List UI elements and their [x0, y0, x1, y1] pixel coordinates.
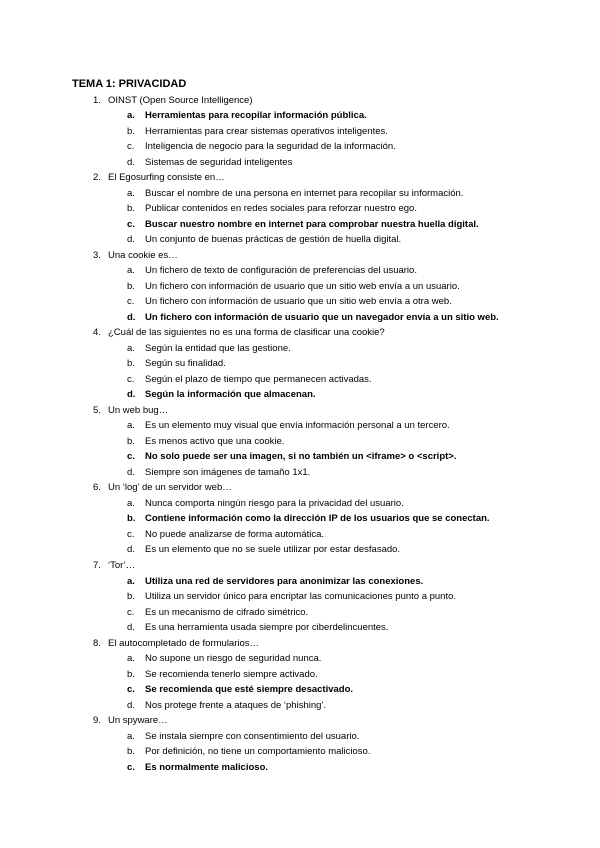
option-letter: d. — [127, 699, 135, 711]
option-text: Un conjunto de buenas prácticas de gestión de huella digital. — [145, 234, 402, 246]
option-item — [0, 449, 600, 465]
option-letter: d. — [127, 622, 135, 634]
option-letter: c. — [127, 528, 135, 540]
option-letter: a. — [127, 342, 135, 354]
question-text: El autocompletado de formularios… — [108, 637, 260, 649]
option-item — [0, 698, 600, 714]
option-item — [0, 465, 600, 481]
question-text: Una cookie es… — [108, 249, 178, 261]
option-item — [0, 589, 600, 605]
question-item — [0, 325, 600, 341]
option-text: No puede analizarse de forma automática. — [145, 528, 325, 540]
question-item — [0, 558, 600, 574]
question-item — [0, 636, 600, 652]
question-item — [0, 248, 600, 264]
option-letter: c. — [127, 451, 135, 463]
option-item — [0, 217, 600, 233]
option-letter: a. — [127, 265, 135, 277]
option-item — [0, 496, 600, 512]
option-text: Se recomienda tenerlo siempre activado. — [145, 668, 318, 680]
option-text: No solo puede ser una imagen, si no también un <iframe> o <script>. — [145, 451, 457, 463]
option-text: Es un mecanismo de cifrado simétrico. — [145, 606, 309, 618]
option-text: Herramientas para crear sistemas operativos inteligentes. — [145, 125, 388, 137]
question-text: ¿Cuál de las siguientes no es una forma de clasificar una cookie? — [108, 327, 385, 339]
question-item — [0, 713, 600, 729]
option-letter: c. — [127, 761, 135, 773]
question-number: 4. — [93, 327, 101, 339]
question-number: 2. — [93, 172, 101, 184]
question-number: 7. — [93, 559, 101, 571]
document-content — [0, 77, 600, 775]
option-item — [0, 667, 600, 683]
option-text: Es una herramienta usada siempre por ciberdelincuentes. — [145, 622, 389, 634]
question-number: 8. — [93, 637, 101, 649]
question-item — [0, 170, 600, 186]
question-item — [0, 480, 600, 496]
option-letter: c. — [127, 606, 135, 618]
option-item — [0, 434, 600, 450]
option-letter: b. — [127, 203, 135, 215]
option-item — [0, 372, 600, 388]
option-text: Herramientas para recopilar información pública. — [145, 110, 367, 122]
question-text: Un ‘log’ de un servidor web… — [108, 482, 232, 494]
option-text: Según el plazo de tiempo que permanecen activadas. — [145, 373, 372, 385]
option-item — [0, 682, 600, 698]
option-letter: a. — [127, 653, 135, 665]
option-letter: a. — [127, 420, 135, 432]
option-letter: a. — [127, 575, 135, 587]
option-text: Se recomienda que esté siempre desactivado. — [145, 684, 354, 696]
option-text: Según la entidad que las gestione. — [145, 342, 291, 354]
option-text: Es menos activo que una cookie. — [145, 435, 285, 447]
option-item — [0, 263, 600, 279]
option-item — [0, 341, 600, 357]
option-letter: a. — [127, 730, 135, 742]
option-letter: c. — [127, 684, 135, 696]
option-text: Utiliza un servidor único para encriptar las comunicaciones punto a punto. — [145, 591, 457, 603]
option-letter: b. — [127, 280, 135, 292]
option-text: Utiliza una red de servidores para anonimizar las conexiones. — [145, 575, 424, 587]
option-item — [0, 232, 600, 248]
option-item — [0, 356, 600, 372]
option-item — [0, 620, 600, 636]
option-letter: d. — [127, 389, 136, 401]
page-title-line — [0, 77, 600, 93]
question-text: El Egosurfing consiste en… — [108, 172, 225, 184]
option-text: Un fichero de texto de configuración de preferencias del usuario. — [145, 265, 417, 277]
option-text: Un fichero con información de usuario que un sitio web envía a otra web. — [145, 296, 452, 308]
option-item — [0, 574, 600, 590]
question-item — [0, 403, 600, 419]
question-text: Un spyware… — [108, 715, 168, 727]
option-text: Es un elemento muy visual que envía información personal a un tercero. — [145, 420, 450, 432]
question-item — [0, 93, 600, 109]
question-number: 1. — [93, 94, 101, 106]
option-letter: d. — [127, 234, 135, 246]
option-item — [0, 155, 600, 171]
option-text: Por definición, no tiene un comportamiento malicioso. — [145, 746, 371, 758]
option-item — [0, 124, 600, 140]
option-text: Es normalmente malicioso. — [145, 761, 269, 773]
option-item — [0, 729, 600, 745]
option-item — [0, 310, 600, 326]
option-item — [0, 605, 600, 621]
option-text: Nunca comporta ningún riesgo para la privacidad del usuario. — [145, 497, 404, 509]
option-letter: d. — [127, 156, 135, 168]
page-title: TEMA 1: PRIVACIDAD — [72, 78, 187, 90]
option-letter: d. — [127, 544, 135, 556]
option-text: Inteligencia de negocio para la seguridad de la información. — [145, 141, 396, 153]
option-item — [0, 201, 600, 217]
option-letter: b. — [127, 358, 135, 370]
option-letter: c. — [127, 218, 135, 230]
option-item — [0, 279, 600, 295]
option-item — [0, 760, 600, 776]
option-item — [0, 651, 600, 667]
option-text: Según la información que almacenan. — [145, 389, 316, 401]
option-text: Es un elemento que no se suele utilizar por estar desfasado. — [145, 544, 401, 556]
option-item — [0, 294, 600, 310]
question-number: 3. — [93, 249, 101, 261]
option-item — [0, 744, 600, 760]
option-letter: b. — [127, 435, 135, 447]
option-text: Un fichero con información de usuario que un sitio web envía a un usuario. — [145, 280, 460, 292]
question-text: Un web bug… — [108, 404, 169, 416]
option-letter: d. — [127, 311, 136, 323]
option-text: Siempre son imágenes de tamaño 1x1. — [145, 466, 311, 478]
option-item — [0, 186, 600, 202]
option-text: No supone un riesgo de seguridad nunca. — [145, 653, 322, 665]
option-letter: b. — [127, 125, 135, 137]
option-letter: a. — [127, 110, 135, 122]
option-item — [0, 139, 600, 155]
option-text: Un fichero con información de usuario que un navegador envía a un sitio web. — [145, 311, 499, 323]
option-letter: a. — [127, 497, 135, 509]
option-letter: c. — [127, 373, 135, 385]
option-text: Sistemas de seguridad inteligentes — [145, 156, 293, 168]
option-letter: d. — [127, 466, 135, 478]
question-number: 6. — [93, 482, 101, 494]
option-letter: a. — [127, 187, 135, 199]
question-text: ‘Tor’… — [108, 559, 136, 571]
option-item — [0, 542, 600, 558]
question-number: 9. — [93, 715, 101, 727]
option-item — [0, 418, 600, 434]
option-item — [0, 108, 600, 124]
option-item — [0, 511, 600, 527]
option-text: Contiene información como la dirección IP de los usuarios que se conectan. — [145, 513, 490, 525]
option-letter: b. — [127, 746, 135, 758]
question-text: OINST (Open Source Intelligence) — [108, 94, 253, 106]
option-item — [0, 527, 600, 543]
option-letter: b. — [127, 668, 135, 680]
option-text: Buscar nuestro nombre en internet para comprobar nuestra huella digital. — [145, 218, 479, 230]
option-letter: b. — [127, 513, 136, 525]
option-text: Nos protege frente a ataques de ‘phishing’. — [145, 699, 327, 711]
option-text: Buscar el nombre de una persona en internet para recopilar su información. — [145, 187, 464, 199]
option-item — [0, 387, 600, 403]
option-text: Se instala siempre con consentimiento del usuario. — [145, 730, 360, 742]
option-text: Publicar contenidos en redes sociales para reforzar nuestro ego. — [145, 203, 417, 215]
option-letter: c. — [127, 296, 135, 308]
option-text: Según su finalidad. — [145, 358, 226, 370]
question-number: 5. — [93, 404, 101, 416]
option-letter: c. — [127, 141, 135, 153]
option-letter: b. — [127, 591, 135, 603]
